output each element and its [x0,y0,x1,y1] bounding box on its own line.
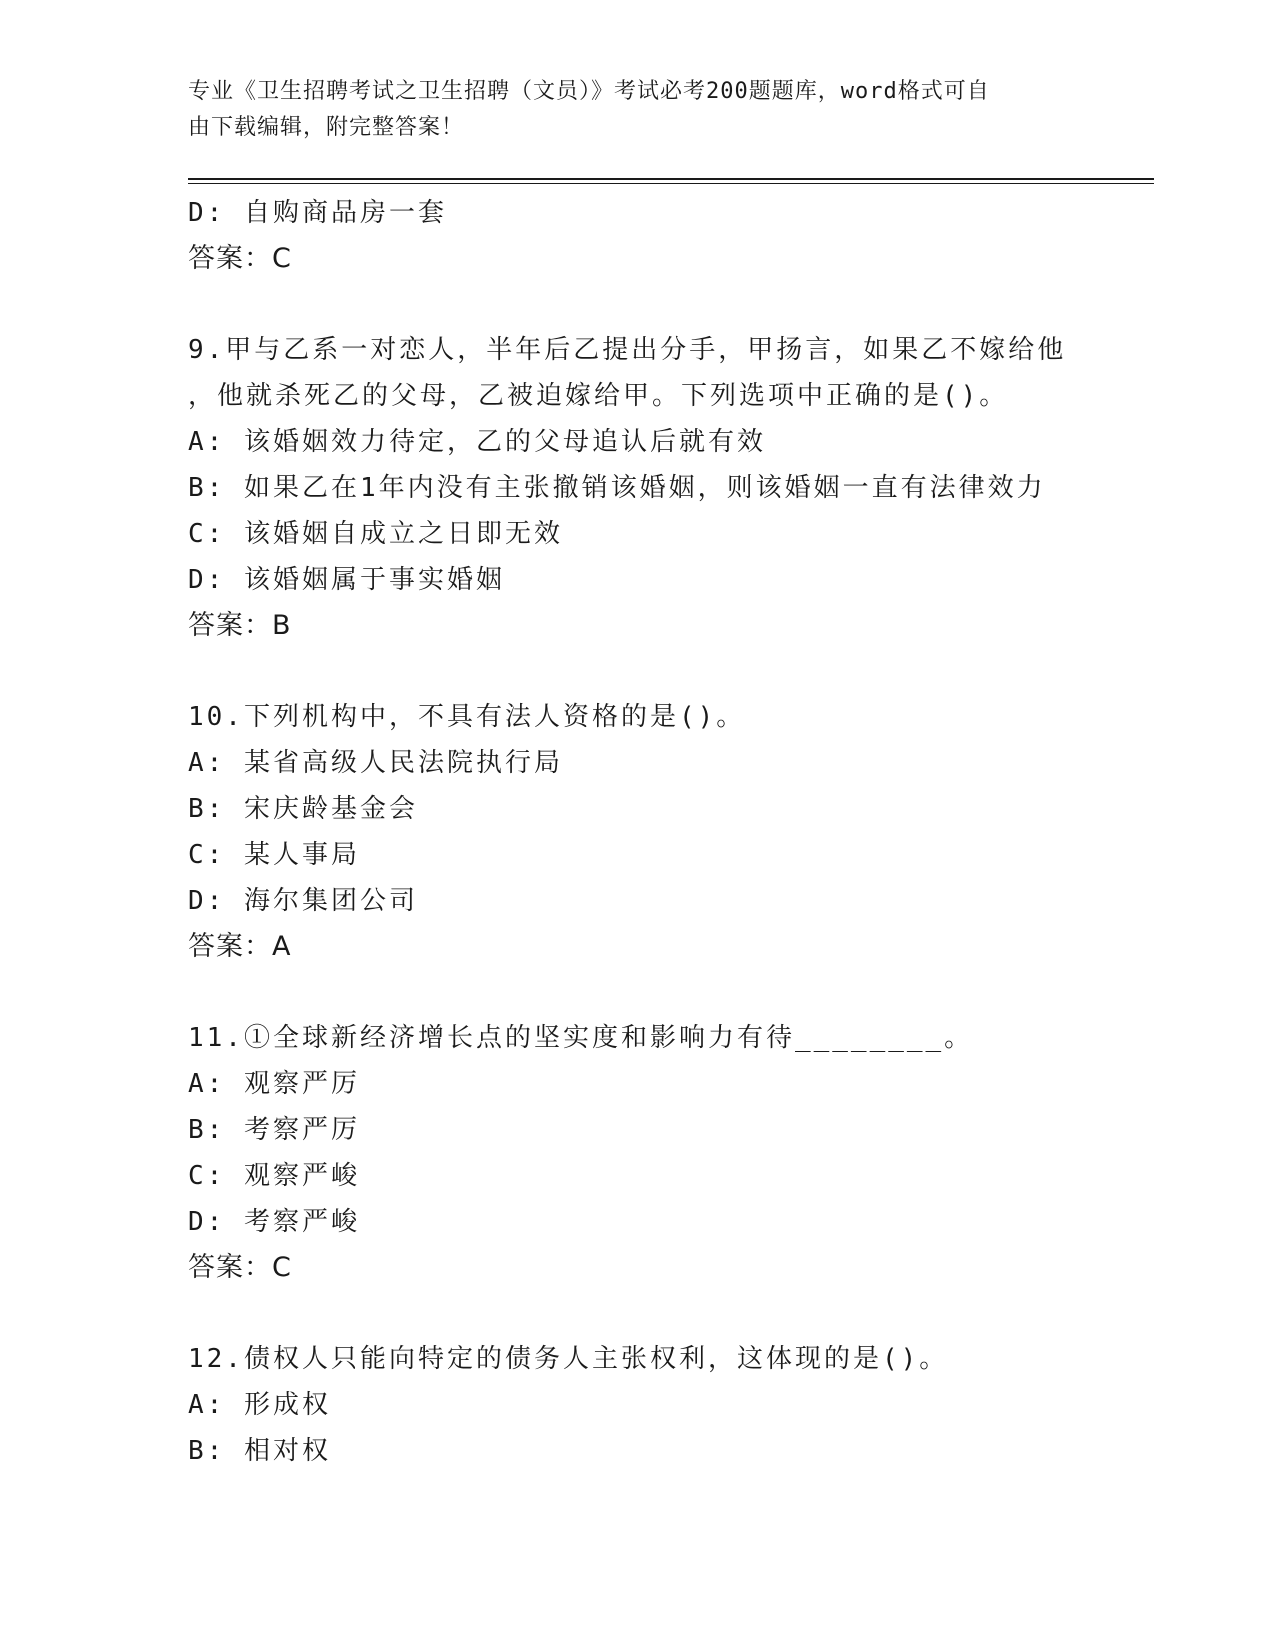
question-text-line: 12.债权人只能向特定的债务人主张权利，这体现的是()。 [188,1344,949,1374]
answer: 答案：C [188,243,292,274]
option-d: D: 海尔集团公司 [188,886,418,916]
option-c: C: 观察严峻 [188,1161,360,1191]
question-text-line: 9.甲与乙系一对恋人，半年后乙提出分手，甲扬言，如果乙不嫁给他 [188,335,1067,365]
option-b: B: 宋庆龄基金会 [188,794,418,824]
question-list [188,190,1088,1474]
option-a: A: 该婚姻效力待定，乙的父母追认后就有效 [188,427,766,457]
option-a: A: 形成权 [188,1390,331,1420]
option-b: B: 考察严厉 [188,1115,360,1145]
question-9 [188,327,1088,649]
option-d: D: 考察严峻 [188,1207,360,1237]
document-header [188,74,1068,146]
option-c: C: 某人事局 [188,840,360,870]
question-12 [188,1336,1088,1474]
option-c: C: 该婚姻自成立之日即无效 [188,519,563,549]
question-11 [188,1015,1088,1291]
answer: 答案：A [188,931,292,962]
answer: 答案：B [188,610,292,641]
option-b: B: 相对权 [188,1436,331,1466]
header-rule-thin [188,183,1154,184]
question-text-line: 11.①全球新经济增长点的坚实度和影响力有待________。 [188,1023,974,1053]
option-b: B: 如果乙在1年内没有主张撤销该婚姻，则该婚姻一直有法律效力 [188,473,1046,503]
question-10 [188,694,1088,970]
option-d: D: 该婚姻属于事实婚姻 [188,565,505,595]
answer: 答案：C [188,1252,292,1283]
option-a: A: 某省高级人民法院执行局 [188,748,563,778]
option-d: D: 自购商品房一套 [188,198,447,228]
header-line-1: 专业《卫生招聘考试之卫生招聘（文员）》考试必考200题题库，word格式可自 [188,79,990,104]
header-rule-thick [188,178,1154,180]
option-a: A: 观察严厉 [188,1069,360,1099]
question-text-line: ，他就杀死乙的父母，乙被迫嫁给甲。下列选项中正确的是()。 [188,381,1009,411]
header-line-2: 由下载编辑，附完整答案！ [188,115,465,140]
question-text-line: 10.下列机构中，不具有法人资格的是()。 [188,702,746,732]
